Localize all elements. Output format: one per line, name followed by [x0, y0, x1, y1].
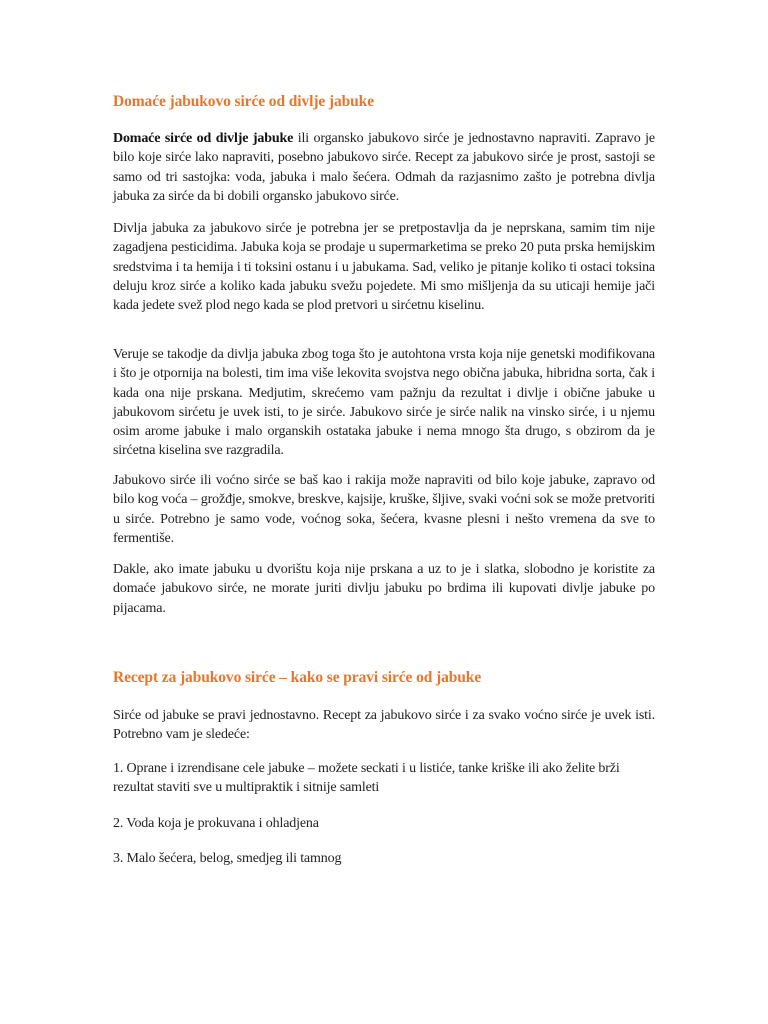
intro-paragraph [113, 129, 655, 206]
intro-text: ili organsko jabukovo sirće je jednostavno napraviti. Zapravo je bilo koje sirće lako napraviti, posebno jabukovo sirće. Recept za jabukovo sirće je prost, sastoji se samo od tri sastojka: voda, jabuka i malo šećera. Odmah da razjasnimo zašto je potrebna divlja jabuka za sirće da bi dobili organsko jabukovo sirće. [113, 131, 655, 204]
fruit-vinegar-paragraph: Jabukovo sirće ili voćno sirće se baš kao i rakija može napraviti od bilo koje jabuke, zapravo od bilo kog voća – grožđje, smokve, breskve, kajsije, kruške, šljive, svaki voćni sok se može pretvoriti u sirće. Potrebno je samo vode, voćnog soka, šećera, kvasne plesni i nešto vremena da sve to fermentiše. [113, 473, 656, 546]
recipe-item-3: 3. Malo šećera, belog, smedjeg ili tamnog [113, 851, 342, 866]
recipe-item-1: 1. Oprane i izrendisane cele jabuke – možete seckati i u listiće, tanke kriške ili ako želite brži rezultat staviti sve u multipraktik i sitnije samleti [113, 761, 620, 796]
autochthonous-paragraph: Veruje se takodje da divlja jabuka zbog toga što je autohtona vrsta koja nije genetski modifikovana i što je otpornija na bolesti, tim ima više lekovita svojstva nego obična jabuka, hibridna sorta, čak i kada ona nije prskana. Medjutim, skrećemo vam pažnju da rezultat i divlje i obične jabuke u jabukovom sirćetu je uvek isti, to je sirće. Jabukovo sirće je sirće nalik na vinsko sirće, i u njemu osim arome jabuke i malo organskih ostataka jabuke i nema mnogo šta drugo, s obzirom da je sirćetna kiselina sve razgradila. [113, 347, 655, 459]
wild-apple-paragraph: Divlja jabuka za jabukovo sirće je potrebna jer se pretpostavlja da je neprskana, samim tim nije zagadjena pesticidima. Jabuka koja se prodaje u supermarketima se preko 20 puta prska hemijskim sredstvima i ta hemija i ti toksini ostanu i u jabukama. Sad, veliko je pitanje koliko ti ostaci toksina deluju kroz sirće a koliko kada jabuku svežu pojedete. Mi smo mišljenja da su uticaji hemije jači kada jedete svež plod nego kada se plod pretvori u sirćetnu kiselinu. [113, 221, 655, 314]
backyard-apple-paragraph: Dakle, ako imate jabuku u dvorištu koja nije prskana a uz to je i slatka, slobodno je koristite za domaće jabukovo sirće, ne morate juriti divlju jabuku po brdima ili kupovati divlje jabuke po pijacama. [113, 562, 655, 616]
intro-bold-lead: Domaće sirće od divlje jabuke [113, 131, 294, 146]
recipe-intro-paragraph: Sirće od jabuke se pravi jednostavno. Recept za jabukovo sirće i za svako voćno sirće je uvek isti. Potrebno vam je sledeće: [113, 708, 655, 743]
recipe-item-2: 2. Voda koja je prokuvana i ohladjena [113, 816, 319, 831]
section-heading-homemade-vinegar: Domaće jabukovo sirće od divlje jabuke [113, 93, 374, 110]
section-heading-recipe: Recept za jabukovo sirće – kako se pravi sirće od jabuke [113, 669, 482, 686]
